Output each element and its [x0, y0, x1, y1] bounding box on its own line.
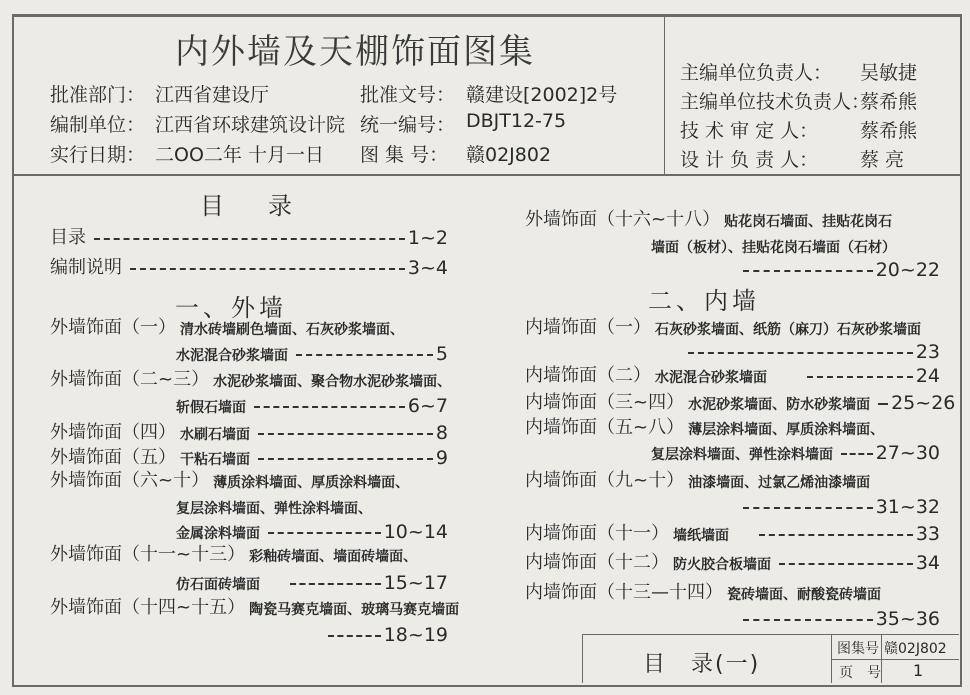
toc-entry-cont[interactable] — [647, 233, 896, 257]
entry-desc: 墙纸墙面 — [673, 528, 729, 544]
entry-desc: 防火胶合板墙面 — [673, 557, 771, 573]
atlas-no-value: 赣02J802 — [884, 641, 947, 657]
entry-desc: 复层涂料墙面、弹性涂料墙面、 — [176, 501, 372, 517]
entry-page: 31~32 — [875, 496, 940, 518]
section-heading: 二、内墙 — [648, 287, 760, 315]
entry-label: 内墙饰面（二） — [525, 365, 651, 386]
designer-label: 设 计 负 责 人： — [680, 149, 819, 171]
entry-desc: 复层涂料墙面、弹性涂料墙面 — [651, 447, 833, 463]
entry-desc: 仿石面砖墙面 — [176, 577, 260, 593]
leader — [779, 563, 913, 565]
sheet-name: 目 录(一) — [643, 652, 761, 677]
leader — [328, 635, 381, 637]
designer-value: 蔡 亮 — [860, 149, 905, 171]
entry-page: 35~36 — [875, 608, 940, 630]
title-block — [582, 634, 959, 683]
leader — [130, 268, 405, 270]
entry-desc: 斩假石墙面 — [176, 400, 246, 416]
entry-label: 内墙饰面（九~十） — [525, 470, 685, 491]
approval-no-label: 批准文号： — [360, 84, 456, 106]
entry-page: 33 — [915, 523, 940, 545]
leader — [841, 453, 873, 455]
effective-date-label: 实行日期： — [50, 144, 146, 166]
entry-page: 34 — [915, 552, 940, 574]
entry-desc: 油漆墙面、过氯乙烯油漆墙面 — [688, 475, 871, 491]
leader — [296, 354, 433, 356]
entry-desc: 贴花岗石墙面、挂贴花岗石 — [724, 214, 893, 230]
entry-desc: 薄层涂料墙面、厚质涂料墙面、 — [688, 422, 885, 438]
entry-label: 内墙饰面（十一） — [525, 523, 669, 544]
toc-heading: 目 录 — [200, 192, 302, 220]
entry-page: 6~7 — [407, 395, 448, 417]
entry-label: 外墙饰面（五） — [50, 447, 176, 468]
entry-label: 外墙饰面（十一~十三） — [50, 544, 246, 565]
entry-desc: 瓷砖墙面、耐酸瓷砖墙面 — [727, 587, 881, 603]
toc-entry[interactable] — [525, 207, 892, 231]
toc-entry-cont[interactable] — [647, 440, 940, 464]
entry-desc: 石灰砂浆墙面、纸筋（麻刀）石灰砂浆墙面 — [655, 322, 921, 338]
entry-label: 外墙饰面（六~十） — [50, 470, 210, 491]
entry-page: 8 — [435, 422, 448, 444]
toc-entry[interactable] — [50, 367, 451, 391]
leader — [743, 270, 873, 272]
header-divider — [12, 174, 960, 176]
leader — [94, 238, 405, 240]
chief-unit-head-label: 主编单位负责人： — [680, 62, 833, 84]
toc-entry[interactable] — [50, 595, 459, 619]
toc-entry[interactable] — [525, 468, 870, 492]
entry-page: 23 — [915, 341, 940, 363]
entry-label: 目录 — [50, 227, 86, 248]
toc-entry[interactable] — [525, 390, 956, 414]
entry-page: 27~30 — [875, 442, 940, 464]
entry-label: 外墙饰面（四） — [50, 422, 176, 443]
toc-entry-cont[interactable] — [735, 606, 940, 630]
toc-entry-cont[interactable] — [735, 257, 940, 281]
section-heading: 一、外墙 — [175, 294, 287, 322]
entry-desc: 薄质涂料墙面、厚质涂料墙面、 — [213, 475, 410, 491]
toc-entry[interactable] — [525, 363, 940, 387]
entry-label: 内墙饰面（十三—十四） — [525, 582, 723, 603]
leader — [743, 619, 873, 621]
compiler-label: 编制单位： — [50, 114, 146, 136]
entry-page: 9 — [435, 447, 448, 469]
entry-page: 3~4 — [407, 257, 448, 279]
toc-entry[interactable] — [50, 420, 448, 444]
leader — [743, 507, 873, 509]
reviewer-value: 蔡希熊 — [860, 120, 918, 142]
entry-label: 编制说明 — [50, 257, 122, 278]
toc-entry[interactable] — [50, 468, 409, 492]
toc-entry-cont[interactable] — [735, 494, 940, 518]
entry-desc: 墙面（板材）、挂贴花岗石墙面（石材） — [651, 240, 896, 256]
toc-entry[interactable] — [50, 542, 417, 566]
toc-entry-cont[interactable] — [172, 393, 448, 417]
leader — [258, 458, 433, 460]
toc-entry-cont[interactable] — [320, 622, 448, 646]
toc-entry[interactable] — [50, 255, 448, 279]
atlas-no-value: 赣02J802 — [466, 144, 552, 166]
entry-desc: 水泥混合砂浆墙面 — [655, 370, 767, 386]
leader — [759, 534, 913, 536]
leader — [258, 433, 433, 435]
unified-no-value: DBJT12-75 — [466, 110, 567, 132]
header-vertical-divider — [664, 14, 665, 175]
entry-desc: 水泥砂浆墙面、防水砂浆墙面 — [688, 397, 871, 413]
reviewer-label: 技 术 审 定 人： — [680, 120, 819, 142]
entry-page: 5 — [435, 343, 448, 365]
entry-label: 外墙饰面（二~三） — [50, 369, 210, 390]
toc-entry[interactable] — [525, 580, 881, 604]
entry-desc: 水泥混合砂浆墙面 — [176, 348, 288, 364]
approval-dept-value: 江西省建设厅 — [155, 84, 270, 106]
atlas-no-label: 图 集 号： — [360, 144, 449, 166]
chief-unit-head-value: 吴敏捷 — [860, 62, 918, 84]
leader — [254, 406, 405, 408]
approval-no-value: 赣建设[2002]2号 — [466, 84, 618, 106]
entry-desc: 水泥砂浆墙面、聚合物水泥砂浆墙面、 — [213, 374, 452, 390]
entry-label: 外墙饰面（十四~十五） — [50, 597, 246, 618]
leader — [878, 403, 888, 405]
toc-entry-cont[interactable] — [680, 339, 940, 363]
atlas-no-label: 图集号 — [837, 641, 879, 657]
entry-desc: 水刷石墙面 — [180, 427, 250, 443]
toc-entry-cont[interactable] — [172, 341, 448, 365]
toc-entry[interactable] — [525, 415, 884, 439]
toc-entry[interactable] — [525, 550, 940, 574]
toc-entry[interactable] — [525, 315, 921, 339]
entry-page: 15~17 — [383, 572, 448, 594]
entry-page: 25~26 — [891, 392, 956, 414]
entry-page: 18~19 — [383, 624, 448, 646]
compiler-value: 江西省环球建筑设计院 — [155, 114, 346, 136]
toc-entry-cont[interactable] — [172, 494, 372, 518]
entry-desc: 清水砖墙刷色墙面、石灰砂浆墙面、 — [180, 322, 404, 338]
entry-desc: 彩釉砖墙面、墙面砖墙面、 — [249, 549, 418, 565]
effective-date-value: 二OO二年 十月一日 — [155, 144, 324, 166]
entry-label: 内墙饰面（五~八） — [525, 417, 685, 438]
entry-label: 外墙饰面（一） — [50, 317, 176, 338]
page-no-label: 页 号 — [839, 665, 881, 681]
page-no-value: 1 — [913, 661, 924, 680]
entry-label: 内墙饰面（一） — [525, 317, 651, 338]
leader — [807, 376, 913, 378]
entry-label: 内墙饰面（十二） — [525, 552, 669, 573]
entry-desc: 金属涂料墙面 — [176, 526, 260, 542]
tech-head-value: 蔡希熊 — [860, 91, 918, 113]
entry-page: 1~2 — [407, 227, 448, 249]
toc-entry-cont[interactable] — [172, 570, 448, 594]
entry-label: 外墙饰面（十六~十八） — [525, 209, 721, 230]
leader — [688, 352, 913, 354]
divider — [831, 659, 959, 660]
entry-desc: 陶瓷马赛克墙面、玻璃马赛克墙面 — [249, 602, 460, 618]
atlas-title: 内外墙及天棚饰面图集 — [175, 32, 535, 72]
toc-entry[interactable] — [50, 225, 448, 249]
tech-head-label: 主编单位技术负责人： — [680, 91, 871, 113]
entry-page: 10~14 — [383, 521, 448, 543]
toc-entry[interactable] — [525, 521, 940, 545]
unified-no-label: 统一编号： — [360, 114, 456, 136]
leader — [268, 532, 381, 534]
entry-desc: 干粘石墙面 — [180, 452, 250, 468]
entry-page: 24 — [915, 365, 940, 387]
leader — [290, 583, 381, 585]
toc-entry[interactable] — [50, 315, 404, 339]
entry-label: 内墙饰面（三~四） — [525, 392, 685, 413]
approval-dept-label: 批准部门： — [50, 84, 146, 106]
entry-page: 20~22 — [875, 259, 940, 281]
